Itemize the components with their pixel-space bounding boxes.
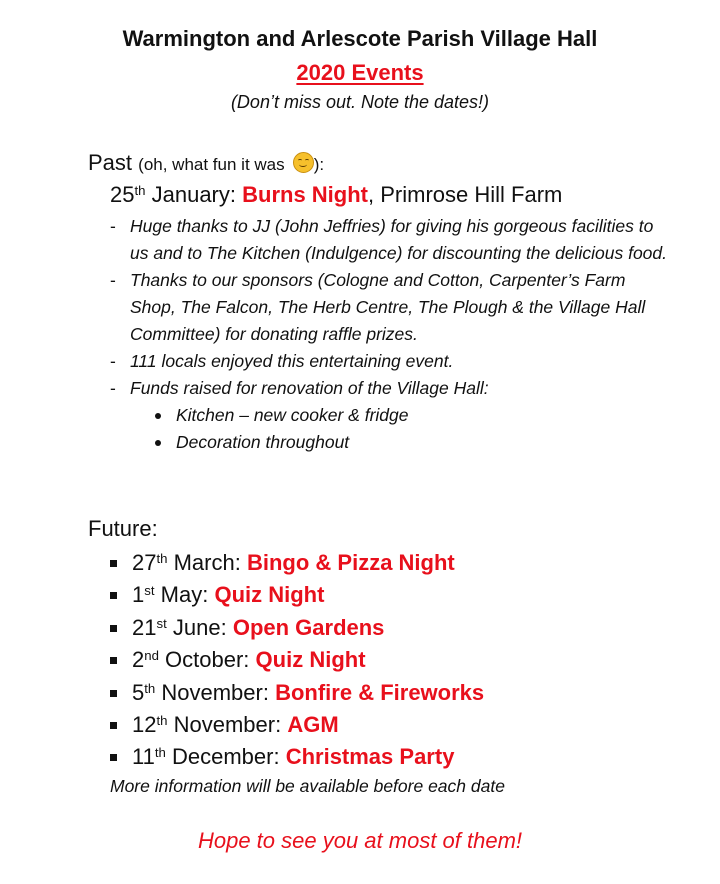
future-event-item	[110, 709, 484, 741]
event-month: October:	[165, 647, 250, 673]
event-day-suffix: th	[134, 182, 146, 198]
tagline: (Don’t miss out. Note the dates!)	[230, 92, 490, 112]
event-day-suffix: st	[144, 583, 155, 599]
event-month: May:	[160, 582, 209, 608]
future-event-item	[110, 644, 484, 676]
note-item	[110, 348, 670, 375]
dash-bullet-icon: -	[110, 351, 116, 371]
event-month: January:	[151, 182, 236, 207]
event-month: December:	[171, 744, 280, 770]
event-name: Christmas Party	[285, 744, 455, 770]
event-day-suffix: th	[156, 712, 168, 728]
future-event-item	[110, 741, 484, 773]
square-bullet-icon	[110, 722, 117, 729]
event-location: , Primrose Hill Farm	[368, 182, 563, 207]
past-heading-note-end: ):	[313, 155, 325, 174]
square-bullet-icon	[110, 690, 117, 697]
square-bullet-icon	[110, 625, 117, 632]
event-day: 1	[132, 582, 145, 608]
closing-message: Hope to see you at most of them!	[197, 828, 523, 853]
events-year-heading: 2020 Events	[296, 60, 424, 85]
funds-item-text: Decoration throughout	[176, 432, 350, 452]
event-day: 21	[132, 614, 157, 640]
round-bullet-icon	[155, 413, 161, 419]
future-event-item	[110, 579, 484, 611]
event-day: 2	[132, 647, 145, 673]
event-name: Burns Night	[242, 182, 369, 207]
event-name: Bonfire & Fireworks	[275, 679, 485, 705]
future-event-item	[110, 677, 484, 709]
event-day: 11	[132, 744, 155, 770]
event-day-suffix: nd	[144, 647, 159, 663]
round-bullet-icon	[155, 440, 161, 446]
more-info-note: More information will be available before each date	[110, 776, 505, 796]
event-name: Quiz Night	[255, 647, 366, 673]
event-day-suffix: th	[154, 745, 166, 761]
note-text: Huge thanks to JJ (John Jeffries) for giving his gorgeous facilities to us and to The Kitchen (Indulgence) for discounting the delicious food.	[130, 216, 668, 263]
future-event-item	[110, 612, 484, 644]
event-name: Quiz Night	[214, 582, 325, 608]
future-events-list	[110, 547, 484, 774]
event-day-suffix: st	[156, 615, 167, 631]
note-item	[110, 375, 670, 402]
event-day-suffix: th	[156, 550, 168, 566]
past-section-heading	[88, 150, 324, 176]
square-bullet-icon	[110, 754, 117, 761]
event-day: 5	[132, 679, 145, 705]
event-month: March:	[173, 550, 241, 575]
square-bullet-icon	[110, 657, 117, 664]
funds-item	[110, 402, 670, 429]
past-heading-note: (oh, what fun it was	[138, 155, 285, 174]
event-name: AGM	[287, 712, 339, 738]
event-day-suffix: th	[144, 680, 156, 696]
square-bullet-icon	[110, 592, 117, 599]
note-item	[110, 267, 670, 348]
funds-item	[110, 429, 670, 456]
smiling-face-icon	[293, 152, 314, 173]
event-name: Open Gardens	[232, 614, 385, 640]
dash-bullet-icon: -	[110, 378, 116, 398]
event-day: 27	[132, 550, 157, 575]
past-heading-label: Past	[88, 150, 133, 175]
event-name: Bingo & Pizza Night	[246, 550, 455, 575]
event-month: November:	[161, 679, 269, 705]
future-event-item	[110, 547, 484, 579]
note-text: Funds raised for renovation of the Village Hall:	[130, 378, 489, 398]
event-month: November:	[173, 712, 282, 738]
note-text: 111 locals enjoyed this entertaining event.	[130, 351, 454, 371]
note-item	[110, 213, 670, 267]
note-text: Thanks to our sponsors (Cologne and Cotton, Carpenter’s Farm Shop, The Falcon, The Herb Centre, The Plough & the Village Hall Committee) for donating raffle prizes.	[130, 270, 646, 344]
future-section-heading: Future:	[88, 516, 158, 541]
dash-bullet-icon: -	[110, 216, 116, 236]
page-title: Warmington and Arlescote Parish Village Hall	[122, 26, 598, 51]
past-event-burns-night	[110, 182, 562, 208]
funds-item-text: Kitchen – new cooker & fridge	[176, 405, 409, 425]
event-day: 25	[110, 182, 135, 207]
event-month: June:	[172, 614, 227, 640]
square-bullet-icon	[110, 560, 117, 567]
event-day: 12	[132, 712, 157, 738]
dash-bullet-icon: -	[110, 270, 116, 290]
past-event-notes	[110, 213, 670, 456]
